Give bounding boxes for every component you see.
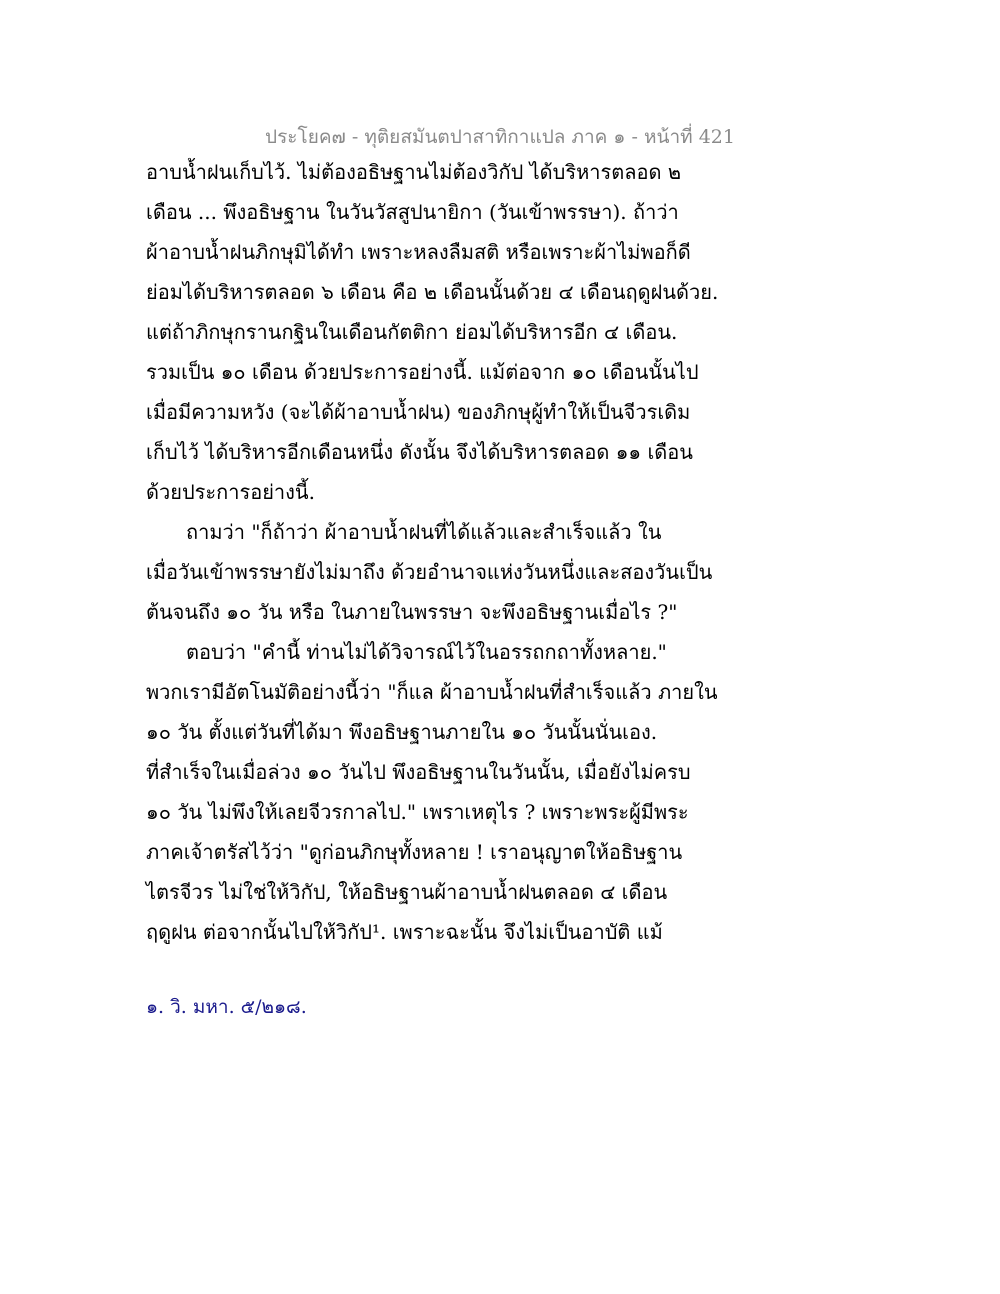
footnote: ๑. วิ. มหา. ๕/๒๑๘.	[146, 996, 307, 1018]
text-line: ย่อมได้บริหารตลอด ๖ เดือน คือ ๒ เดือนนั้นด้วย ๔ เดือนฤดูฝนด้วย.	[146, 280, 719, 304]
paragraph-start-line: ตอบว่า "คำนี้ ท่านไม่ได้วิจารณ์ไว้ในอรรถกถาทั้งหลาย."	[186, 640, 667, 664]
text-line: เมื่อวันเข้าพรรษายังไม่มาถึง ด้วยอำนาจแห่งวันหนึ่งและสองวันเป็น	[146, 560, 713, 584]
text-line: รวมเป็น ๑๐ เดือน ด้วยประการอย่างนี้. แม้ต่อจาก ๑๐ เดือนนั้นไป	[146, 360, 699, 384]
text-line: ฤดูฝน ต่อจากนั้นไปให้วิกัป¹. เพราะฉะนั้น จึงไม่เป็นอาบัติ แม้	[146, 920, 663, 944]
paragraph-start-line: ถามว่า "ก็ถ้าว่า ผ้าอาบน้ำฝนที่ได้แล้วและสำเร็จแล้ว ใน	[186, 520, 662, 544]
text-line: ต้นจนถึง ๑๐ วัน หรือ ในภายในพรรษา จะพึงอธิษฐานเมื่อไร ?"	[146, 600, 678, 624]
text-line: เดือน ... พึงอธิษฐาน ในวันวัสสูปนายิกา (วันเข้าพรรษา). ถ้าว่า	[146, 200, 679, 224]
text-line: ไตรจีวร ไม่ใช่ให้วิกัป, ให้อธิษฐานผ้าอาบน้ำฝนตลอด ๔ เดือน	[146, 880, 668, 904]
text-line: ด้วยประการอย่างนี้.	[146, 480, 315, 504]
text-line: เมื่อมีความหวัง (จะได้ผ้าอาบน้ำฝน) ของภิกษุผู้ทำให้เป็นจีวรเดิม	[146, 400, 691, 424]
text-line: แต่ถ้าภิกษุกรานกฐินในเดือนกัตติกา ย่อมได้บริหารอีก ๔ เดือน.	[146, 320, 678, 344]
text-line: อาบน้ำฝนเก็บไว้. ไม่ต้องอธิษฐานไม่ต้องวิกัป ได้บริหารตลอด ๒	[146, 160, 682, 184]
text-line: ผ้าอาบน้ำฝนภิกษุมิได้ทำ เพราะหลงลืมสติ หรือเพราะผ้าไม่พอก็ดี	[146, 240, 691, 264]
text-line: ภาคเจ้าตรัสไว้ว่า "ดูก่อนภิกษุทั้งหลาย ! เราอนุญาตให้อธิษฐาน	[146, 840, 683, 864]
text-line: ๑๐ วัน ตั้งแต่วันที่ได้มา พึงอธิษฐานภายใน ๑๐ วันนั้นนั่นเอง.	[146, 720, 658, 744]
body-text	[146, 152, 866, 952]
text-line: ที่สำเร็จในเมื่อล่วง ๑๐ วันไป พึงอธิษฐานในวันนั้น, เมื่อยังไม่ครบ	[146, 760, 691, 784]
text-line: ๑๐ วัน ไม่พึงให้เลยจีวรกาลไป." เพราเหตุไร ? เพราะพระผู้มีพระ	[146, 800, 689, 824]
text-line: เก็บไว้ ได้บริหารอีกเดือนหนึ่ง ดังนั้น จึงได้บริหารตลอด ๑๑ เดือน	[146, 440, 693, 464]
running-header: ประโยค๗ - ทุติยสมันตปาสาทิกาแปล ภาค ๑ - หน้าที่ 421	[265, 126, 735, 148]
text-line: พวกเรามีอัตโนมัติอย่างนี้ว่า "ก็แล ผ้าอาบน้ำฝนที่สำเร็จแล้ว ภายใน	[146, 680, 718, 704]
